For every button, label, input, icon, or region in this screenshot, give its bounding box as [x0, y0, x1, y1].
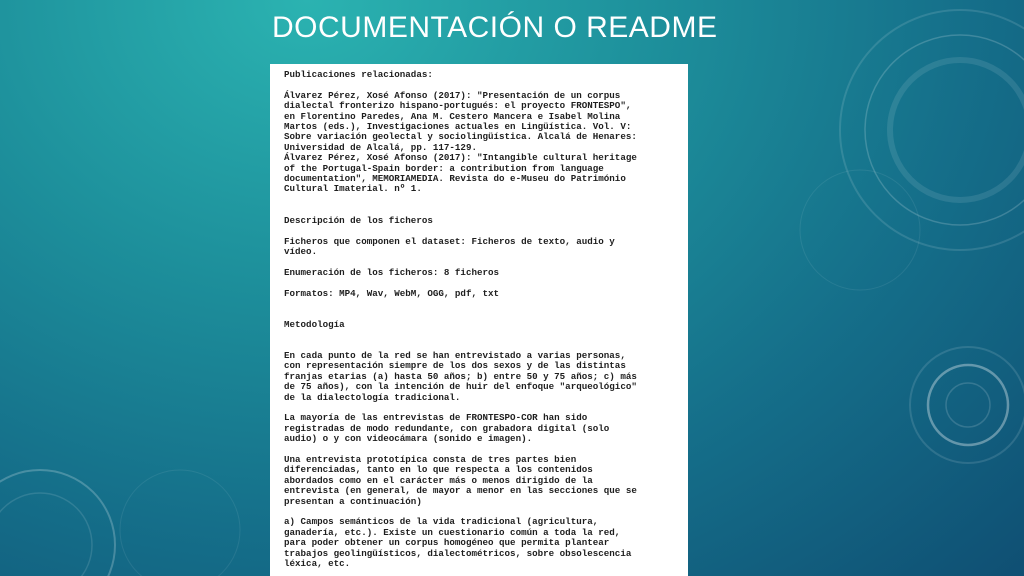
readme-document-text: Publicaciones relacionadas: Álvarez Pérez, Xosé Afonso (2017): "Presentación de un corpus dialectal fronterizo hispano-portugués: el proyecto FRONTESPO", en Florentino Paredes, Ana M. Cestero Mancera e Isabel Molina Martos (eds.), Investigaciones actuales en Lingüística. Vol. V: Sobre variación geolectal y sociolingüística. Alcalá de Henares: Universidad de Alcalá, pp. 117-129. Álvarez Pérez, Xosé Afonso (2017): "Intangible cultural heritage of the Portugal-Spain border: a contribution from language documentation", MEMORIAMEDIA. Revista do e-Museu do Património Cultural Imaterial. nº 1. Descripción de los ficheros Ficheros que componen el dataset: Ficheros de texto, audio y vídeo. Enumeración de los ficheros: 8 ficheros Formatos: MP4, Wav, WebM, OGG, pdf, txt Metodología En cada punto de la red se han entrevistado a varias personas, con representación siempre de los dos sexos y de las distintas franjas etarias (a) hasta 50 años; b) entre 50 y 75 años; c) más de 75 años), con la intención de huir del enfoque "arqueológico" de la dialectología tradicional. La mayoría de las entrevistas de FRONTESPO-COR han sido registradas de modo redundante, con grabadora digital (solo audio) o y con videocámara (sonido e imagen). Una entrevista prototípica consta de tres partes bien diferenciadas, tanto en lo que respecta a los contenidos abordados como en el carácter más o menos dirigido de la entrevista (en general, de mayor a menor en las secciones que se presentan a continuación) a) Campos semánticos de la vida tradicional (agricultura, ganadería, etc.). Existe un cuestionario común a toda la red, para poder obtener un corpus homogéneo que permita plantear trabajos geolingüísticos, dialectométricos, sobre obsolescencia léxica, etc.	[284, 69, 637, 570]
slide-title: DOCUMENTACIÓN O README	[272, 11, 718, 44]
readme-document-image	[270, 64, 688, 576]
